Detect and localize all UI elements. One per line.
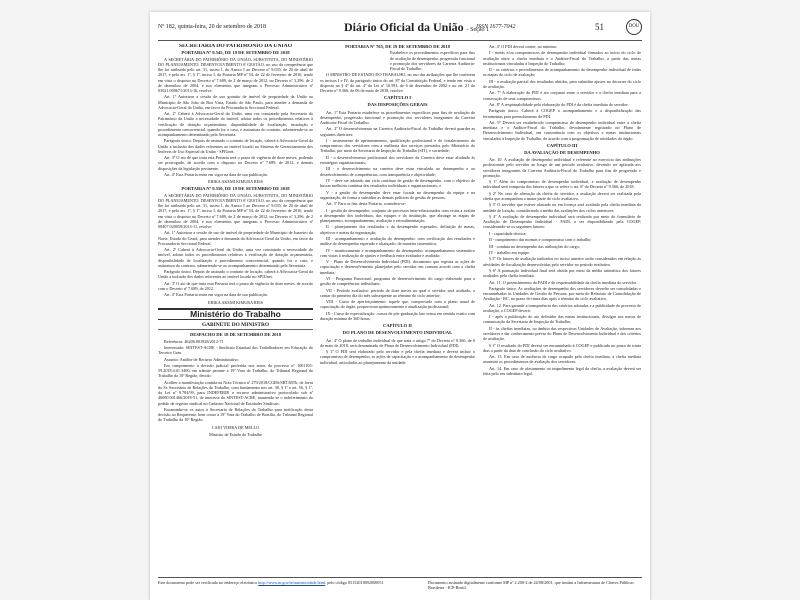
paragraph: Art. 9º Deverá ser estabelecido compromisso de desempenho individual entre a chefia imediata e o Auditor-Fiscal do Trabalho, devidamente registrado no Plano de Desenvolvimento Individual, em consonância com os objetivos e metas institucionais vinculados à Inspeção do Trabalho, de acordo com a programação de atividades do órgão.: [483, 119, 641, 141]
paragraph: Art. 2º O desenvolvimento na Carreira Auditoria-Fiscal do Trabalho deverá guardar as seguintes diretrizes:: [320, 126, 475, 137]
paragraph: Parágrafo único. Caberá à COGEP o acompanhamento e a disponibilização das ferramentas para preenchimento do PDI.: [483, 108, 641, 119]
paragraph: Art. 1º Autorizar a cessão de uso de imóvel de propriedade do Município de Juazeiro do Norte, Estado do Ceará, para atender a demanda da Advocacia-Geral da União, em favor da Procuradoria Seccional Federal.: [158, 230, 313, 246]
paragraph: Em cumprimento à decisão judicial proferida nos autos do processo nº 1001105-59.2018.4.01.3400, em trâmite perante a 19ª Vara do Trabalho, do Tribunal Regional do Trabalho da 10ª Região, decido:: [158, 362, 313, 379]
page-number: 51: [595, 22, 604, 32]
portaria-title: PORTARIA Nº 765, DE 19 DE SETEMBRO DE 2018: [345, 44, 450, 49]
paragraph: I - metas e/ou compromissos de desempenho individual firmados ao início do ciclo de avaliação entre a chefia imediata e o Auditor-Fiscal do Trabalho, a partir das metas institucionais vinculadas à Inspeção do Trabalho;: [483, 50, 641, 66]
paragraph: Assunto: Análise de Recurso Administrativo: [164, 356, 239, 362]
paragraph: Art. 12. Para garantir a transparência dos critérios adotados e a publicidade do processo de avaliação, a COGEP deverá:: [483, 302, 641, 313]
gabinete-heading: GABINETE DO MINISTRO: [158, 323, 313, 330]
paragraph: Art. 7º A elaboração do PDI é ato conjunto entre o servidor e a chefia imediata para a consecução de seus compromissos.: [483, 90, 641, 101]
page-header: [158, 18, 642, 41]
chapter-heading: CAPÍTULO II: [383, 323, 412, 329]
signature: ERIKA AKEMI KIMURA REIS: [207, 299, 264, 305]
column-2: [320, 44, 475, 572]
paragraph: Art. 11. O preenchimento da FADI e de responsabilidade da chefia imediata do servidor.: [489, 279, 637, 285]
paragraph: IV - trabalho em equipe.: [489, 249, 530, 255]
paragraph: V - Plano de Desenvolvimento Individual (PDI): documento que registra as ações de capacitação e desenvolvimento planejadas pelo servidor em comum acordo com a chefia imediata;: [320, 259, 475, 275]
paragraph: III - acompanhamento e avaliação do desempenho: com verificação dos resultados e análise do desempenho esperado e alcançado, de maneira sistemática;: [320, 235, 475, 247]
paragraph: Parágrafo único. As avaliações de desempenho dos servidores deverão ser consolidadas e encaminhadas às Unidades de Gestão de Pessoas, por meio do Relatório de Consolidação de Avaliação - RC, no prazo de trinta dias após o término do ciclo avaliativo.: [483, 285, 641, 302]
portaria-title: PORTARIA Nº 9.545, DE 19 DE SETEMBRO DE 2018: [181, 50, 290, 56]
paragraph: § 1º O resultado do PDI deverá ser encaminhado à COGEP e publicado no prazo de trinta dias a partir da data de conclusão do ciclo avaliativo.: [483, 342, 641, 353]
paragraph: IV - monitoramento e acompanhamento do desempenho: acompanhamento sistemático com vistas à realização de ajustes e feedback entre avaliador e avaliado;: [320, 247, 475, 258]
paragraph: Art. 3º O ato de que trata esta Portaria terá o prazo de vigência de doze meses, de acordo com o Decreto nº 7.689, de 2012.: [158, 280, 313, 291]
paragraph: Art. 1º Esta Portaria estabelece os procedimentos específicos para fins de avaliação de desempenho, progressão funcional e promoção dos servidores integrantes da Carreira Auditoria-Fiscal do Trabalho.: [320, 109, 475, 126]
paragraph: Interessado: SINTEST-ACRE - Sindicato Estadual dos Trabalhadores em Educação do Terceiro Grau: [158, 344, 313, 356]
paragraph: Encaminhe-se os autos à Secretaria de Relações do Trabalho para notificação desta decisão ao Requerente, bem como à 19ª Vara do Trabalho de Brasília, do Tribunal Regional do Trabalho da 10ª Região.: [158, 406, 313, 423]
section-label: - Seção 1: [466, 27, 489, 33]
signature-role: Ministro de Estado do Trabalho: [208, 431, 263, 437]
chapter-heading: CAPÍTULO I: [383, 95, 412, 101]
paragraph: II - cumprimento das normas e compromisso com o trabalho;: [489, 237, 592, 243]
paragraph: III - o desenvolvimento na carreira deve estar vinculado ao desempenho e ao desenvolvimento de competências, com transparência e objetividade;: [320, 166, 475, 177]
despacho-title: DESPACHO DE 18 DE SETEMBRO DE 2018: [189, 332, 282, 338]
issn: ISSN 1677-7042: [476, 24, 516, 30]
chapter-name: DO PLANO DE DESENVOLVIMENTO INDIVIDUAL: [342, 330, 453, 336]
column-3: [483, 44, 641, 572]
paragraph: II - às chefias imediatas, no âmbito das respectivas Unidades de Avaliação, informar aos servidores e dar conhecimento prévio do Plano de Desenvolvimento Individual e dos critérios de avaliação.: [483, 325, 641, 342]
chapter-name: DAS DISPOSIÇÕES GERAIS: [367, 102, 428, 108]
verification-code: pelo código 05152018092000051: [327, 580, 384, 585]
paragraph: Art. 4º Esta Portaria entra em vigor na data de sua publicação.: [164, 292, 268, 298]
paragraph: VI - Programa Funcional: programa de desenvolvimento do cargo elaborado para a gestão de competências individuais;: [320, 275, 475, 287]
paragraph: II - planejamento dos resultados e do desempenho esperados: definição de metas, objetivos e metas da organização;: [320, 224, 475, 235]
paragraph: I - instrumento de aprimoramento, qualificação profissional e de fortalecimento do compromisso dos servidores com a melhoria dos serviços prestados pelo Ministério do Trabalho, por meio da Secretaria de Inspeção do Trabalho (SIT), e sociedade;: [320, 138, 475, 154]
column-1: [158, 44, 313, 572]
paragraph: § 4º A avaliação de desempenho individual será realizada por meio do formulário de Avaliação de Desempenho Individual - FADI, a ser disponibilizado pela COGEP, considerando-se os seguintes fatores:: [483, 213, 641, 230]
paragraph: § 1º O PDI será elaborado pelo servidor e pela chefia imediata e deverá incluir o compromisso de desempenho, as ações de capacitação e o acompanhamento do desempenho individual, articulados ao planejamento da unidade.: [320, 349, 475, 365]
verification-link[interactable]: http://www.in.gov.br/autenticidade.html: [258, 580, 326, 585]
signature: CAIO VIEIRA DE MELLO: [211, 424, 260, 430]
paragraph: § 1º Além do compromisso de desempenho individual, a avaliação de desempenho individual será composta dos fatores a que se refere o art. 6º do Decreto nº 9.366, de 2018.: [483, 179, 641, 190]
paragraph: Art. 4º Esta Portaria entra em vigor na data de sua publicação.: [164, 171, 268, 177]
paragraph: III - a avaliação parcial dos resultados obtidos, para subsidiar ajustes no decorrer do ciclo de avaliação.: [483, 78, 641, 89]
paragraph: A SECRETÁRIA DO PATRIMÔNIO DA UNIÃO, SUBSTITUTA, DO MINISTÉRIO DO PLANEJAMENTO, DESENVOLVIMENTO E GESTÃO, no uso da competência que lhe foi atribuída pelo art. 31, inciso I, do Anexo I ao Decreto nº 9.035, de 20 de abril de 2017, e pelo art. 1º, § 1º, inciso I, da Portaria MP nº 54, de 22 de fevereiro de 2016, tendo em vista o disposto no Decreto nº 7.689, de 2 de março de 2012, no Decreto nº 3.296, de 2 de dezembro de 2004, e nos elementos que integram o Processo Administrativo nº 03021.000671/2013-16, resolve:: [158, 56, 313, 93]
paragraph: II - os critérios e procedimentos de acompanhamento do desempenho individual de todas as etapas do ciclo de avaliação;: [483, 67, 641, 78]
paragraph: Art. 4º O PDI deverá conter, no mínimo:: [489, 44, 557, 49]
paragraph: Art. 1º Autorizar a cessão de uso gratuito de imóvel de propriedade da União ao Município de São João da Boa Vista, Estado de São Paulo, para atender a demanda de Advocacia-Geral da União, em favor da Procuradoria Seccional Federal.: [158, 94, 313, 110]
verification-note: Este documento pode ser verificado no endereço eletrônico http://www.in.gov.br/autenticidade.html, pelo código 05152018092000051: [158, 580, 384, 585]
paragraph: Art. 10. A avaliação de desempenho individual e referente ao exercício das atribuições profissionais pelo servidor ao longo de um período avaliativo, devendo ser aplicada aos servidores integrantes da Carreira Auditoria-Fiscal do Trabalho para fins de progressão e promoção.: [483, 157, 641, 178]
paragraph: § 5º Os fatores de avaliação indicados no inciso anterior serão considerados em relação às atividades de fiscalização desenvolvidas pelo servidor no período avaliativo.: [483, 256, 641, 267]
page-footer: [158, 577, 642, 591]
chapter-name: DA AVALIAÇÃO DE DESEMPENHO: [524, 149, 600, 155]
paragraph: A SECRETÁRIA DO PATRIMÔNIO DA UNIÃO, SUBSTITUTA, DO MINISTÉRIO DO PLANEJAMENTO, DESENVOLVIMENTO E GESTÃO, no uso da competência que lhe foi atribuída pelo art. 31, inciso I, do Anexo I ao Decreto nº 9.035, de 20 de abril de 2017, e pelo art. 1º, § 1º, inciso I, da Portaria MP nº 54, de 22 de fevereiro de 2016, tendo em vista o disposto no Decreto nº 7.689, de 2 de março de 2012, no Decreto nº 3.296, de 2 de dezembro de 2004, e nos elementos que integram o Processo Administrativo nº 00407.020059/2013-11, resolve:: [158, 192, 313, 229]
paragraph: Acolher a manifestação contida na Nota Técnica nº 279/2018/CGRS/SRT/MTb, de lavra do Sr. Secretário de Relações do Trabalho, com fundamento nos art. 38, § 1º e art. 56, § 1º, da Lei nº 9.784/99, para INDEFERIR o recurso administrativo protocolado sob nº 46000.001466/2018-51, de interesse do SINTEST-ACRE, mantendo-se o indeferimento do pedido de registro sindical no Cadastro Nacional de Entidades Sindicais.: [158, 379, 313, 406]
paragraph: VII - Período avaliativo: período de doze meses no qual o servidor será avaliado, a contar do primeiro dia do mês subsequente ao término do ciclo anterior;: [320, 287, 475, 298]
org-heading: SECRETARIA DO PATRIMÔNIO DA UNIÃO: [178, 44, 293, 49]
paragraph: Referência: 46206.001828/2012-71: [164, 338, 224, 344]
paragraph: Art. 2º Caberá à Advocacia-Geral da União, uma vez constatada a necessidade do imóvel, adotar todos os procedimentos relativos à verificação de dotação orçamentária, disponibilidade de localização e procedimento concorrencial, quando for o caso, e assinatura do contrato, submetendo-se ao acompanhamento determinado pela Secretaria.: [158, 247, 313, 268]
paragraph: § 6º A pontuação individual final será obtida por meio da média aritmética dos fatores avaliados pela chefia imediata.: [483, 267, 641, 279]
paragraph: Art. 13. Em caso de ausência de cargo ocupado pela chefia imediata, a chefia mediata assumirá os procedimentos de avaliação dos servidores.: [483, 354, 641, 365]
paragraph: IX - Curso de especialização: cursos de pós-graduação lato sensu em sentido estrito com duração mínima de 360 horas;: [320, 310, 475, 321]
paragraph: IV - deve ser adotado um ciclo contínuo de gestão de desempenho, com o objetivo de buscar melhoria contínua dos resultados individuais e organizacionais; e: [320, 177, 475, 189]
issue-line: Nº 182, quinta-feira, 20 de setembro de 2018: [158, 24, 266, 30]
paragraph: Parágrafo único. Depois de assinado o contrato de locação, caberá à Advocacia-Geral da União a inclusão dos dados referentes ao imóvel locado no Sistema de Gerenciamento dos Imóveis de Uso Especial da União - SPIUnet.: [158, 138, 313, 154]
chapter-heading: CAPÍTULO III: [546, 142, 578, 148]
paragraph: § 2º No caso de alteração da chefia do servidor, a avaliação deverá ser realizada pela chefia que acompanhou a maior parte do ciclo avaliativo.: [483, 190, 641, 201]
paragraph: Art. 14. Em caso de afastamento ou impedimento legal da chefia, a avaliação deverá ser feita pelo seu substituto legal.: [483, 365, 641, 377]
paragraph: VIII - Curso de aperfeiçoamento: aquele que, comprovado com o plano anual de capacitação do órgão, proporciona aprimoramento e atualização profissional;: [320, 299, 475, 310]
paragraph: O MINISTRO DE ESTADO DO TRABALHO, no uso das atribuições que lhe conferem os incisos I e IV, do parágrafo único do art. 87 da Constituição Federal, e tendo em vista o disposto no § 4º do art. 4º da Lei nº 10.593, de 6 de dezembro de 2002 e no art. 21 do Decreto nº 9.366, de 06 de maio de 2018, resolve:: [320, 72, 475, 93]
summary: Estabelece os procedimentos específicos para fins de avaliação de desempenho, progressão funcional e promoção dos servidores da Carreira Auditoria-Fiscal do Trabalho.: [390, 50, 475, 71]
paragraph: Art. 4º O plano de trabalho individual de que trata o artigo 7º do Decreto nº 9.366, de 6 de maio de 2018, será denominado de Plano de Desenvolvimento Individual (PDI).: [320, 337, 475, 348]
signature: ERIKA AKEMI KIMURA REIS: [207, 179, 264, 185]
paragraph: V - a gestão do desempenho deve estar focada no desempenho da equipe e na organização, de forma a subsidiar as demais políticas de gestão de pessoas.: [320, 189, 475, 200]
paragraph: I - gestão do desempenho: conjunto de processos inter-relacionados com vistas a avaliar o desempenho dos indivíduos, das equipes e da instituição, que abrange as etapas de planejamento, acompanhamento, avaliação e retroalimentação;: [320, 207, 475, 223]
national-seal-icon: DOU: [626, 19, 642, 35]
journal-title: [344, 20, 489, 35]
paragraph: Art. 3º O ato de que trata esta Portaria terá o prazo de vigência de doze meses, podendo ser prorrogado, de acordo com o disposto no Decreto nº 7.689, de 2012, e demais disposições da legislação pertinente.: [158, 155, 313, 171]
paragraph: Art. 2º Caberá à Advocacia-Geral da União, uma vez constatado pela Secretaria do Patrimônio da União a necessidade do imóvel, adotar todos os procedimentos relativos à verificação de dotação orçamentária, disponibilidade de localização, instalação e procedimento concorrencial, quando for o caso, e assinatura do contrato, submetendo-se ao acompanhamento determinado pela Secretaria.: [158, 111, 313, 137]
paragraph: Art. 3º Para os fins desta Portaria, considera-se:: [326, 201, 406, 207]
signature-note: Documento assinado digitalmente conforme MP nº 2.200-2 de 24/08/2001, que institui a Infraestrutura de Chaves Públicas Brasileira - ICP-Brasil.: [428, 580, 634, 591]
journal-name: Diário Oficial da União: [344, 20, 464, 34]
verification-text: Este documento pode ser verificado no endereço eletrônico: [158, 580, 258, 585]
paragraph: Art. 8º A responsabilidade pela elaboração do PDI é da chefia imediata do servidor.: [489, 101, 629, 107]
paragraph: III - conduta no desempenho das atribuições do cargo;: [489, 243, 580, 249]
paragraph: Parágrafo único. Depois de assinado o contrato de locação, caberá à Advocacia-Geral da União a inclusão dos dados referentes ao imóvel locado no SPIUnet.: [158, 269, 313, 280]
ministry-heading: Ministério do Trabalho: [158, 308, 313, 320]
paragraph: § 3º O servidor que estiver afastado ou em licença será avaliado pela chefia imediata da unidade de lotação, considerando a média das avaliações dos ciclos anteriores.: [483, 202, 641, 213]
paragraph: I - capacidade técnica;: [489, 230, 527, 236]
paragraph: I - após a publicação do ato definidor das metas institucionais, divulgar nos meios de comunicação da Secretaria de Inspeção do Trabalho;: [483, 314, 641, 325]
document-page: [150, 12, 650, 600]
paragraph: II - o desenvolvimento profissional dos servidores da Carreira deve estar alinhado às estratégias organizacionais;: [320, 154, 475, 165]
portaria-title: PORTARIA Nº 9.550, DE 19 DE SETEMBRO DE 2018: [181, 186, 290, 192]
